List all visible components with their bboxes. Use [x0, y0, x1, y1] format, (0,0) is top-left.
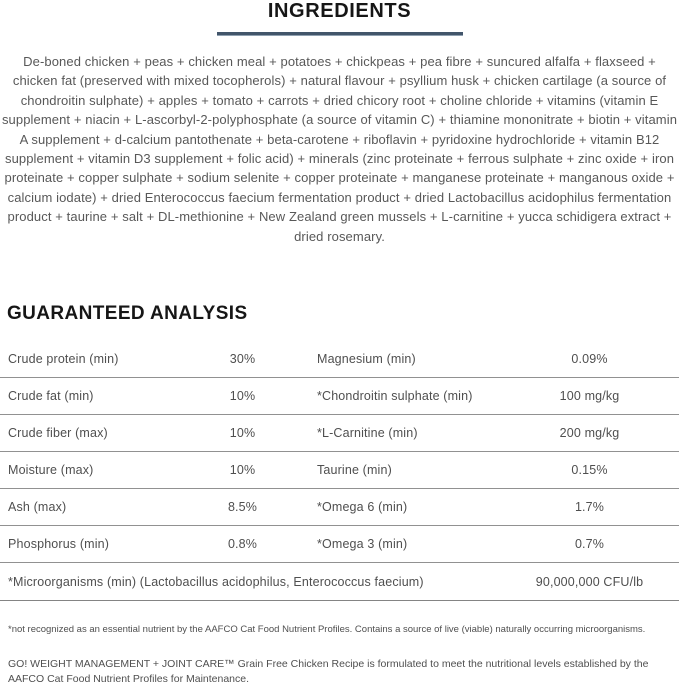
analysis-row-fiber-carnitine — [0, 415, 679, 452]
nutrient-value: 0.15% — [571, 463, 608, 477]
nutrient-label: Taurine (min) — [317, 463, 392, 477]
nutrient-value: 200 mg/kg — [559, 426, 620, 440]
nutrient-label: *Omega 3 (min) — [317, 537, 408, 551]
analysis-row-ash-omega6 — [0, 489, 679, 526]
analysis-row-fat-chondroitin — [0, 378, 679, 415]
nutrient-value: 90,000,000 CFU/lb — [535, 574, 644, 589]
nutrient-label: Crude fat (min) — [8, 389, 94, 403]
nutrient-label: *Chondroitin sulphate (min) — [317, 389, 473, 403]
footnote-aafco-recognition: *not recognized as an essential nutrient by the AAFCO Cat Food Nutrient Profiles. Contains a source of live (viable) naturally occurring microorganisms. — [8, 623, 646, 635]
nutrient-label: Ash (max) — [8, 500, 67, 514]
nutrient-value: 30% — [229, 352, 256, 366]
nutrient-value: 0.8% — [227, 537, 258, 551]
ingredients-paragraph: De-boned chicken + peas + chicken meal + potatoes + chickpeas + pea fibre + suncured alfalfa + flaxseed + chicken fat (preserved with mixed tocopherols) + natural flavour + psyllium husk + chicken cartilage (a source of chondroitin sulphate) + apples + tomato + carrots + dried chicory root + choline chloride + vitamins (vitamin E supplement + niacin + L-ascorbyl-2-polyphosphate (a source of vitamin C) + thiamine mononitrate + biotin + vitamin A supplement + d-calcium pantothenate + beta-carotene + riboflavin + pyridoxine hydrochloride + vitamin B12 supplement + vitamin D3 supplement + folic acid) + minerals (zinc proteinate + ferrous sulphate + zinc oxide + iron proteinate + copper sulphate + sodium selenite + copper proteinate + manganese proteinate + manganous oxide + calcium iodate) + dried Enterococcus faecium fermentation product + dried Lactobacillus acidophilus fermentation product + taurine + salt + DL-methionine + New Zealand green mussels + L-carnitine + yucca schidigera extract + dried rosemary. — [1, 54, 678, 244]
nutrient-value: 0.09% — [571, 352, 608, 366]
nutrient-label: *L-Carnitine (min) — [317, 426, 418, 440]
nutrient-label: Phosphorus (min) — [8, 537, 110, 551]
nutrient-value: 8.5% — [227, 500, 258, 514]
nutrient-value: 10% — [229, 426, 256, 440]
analysis-row-phosphorus-omega3 — [0, 526, 679, 563]
nutrient-label: *Omega 6 (min) — [317, 500, 408, 514]
nutrient-label: Crude protein (min) — [8, 352, 119, 366]
nutrient-label: Moisture (max) — [8, 463, 94, 477]
analysis-row-microorganisms — [0, 563, 679, 601]
analysis-table — [0, 341, 679, 601]
nutrient-value: 0.7% — [574, 537, 605, 551]
nutrient-label: Crude fiber (max) — [8, 426, 108, 440]
ingredients-title: INGREDIENTS — [267, 0, 412, 22]
nutrient-label: Magnesium (min) — [317, 352, 416, 366]
nutrient-value: 1.7% — [574, 500, 605, 514]
footnote-formulation-statement: GO! WEIGHT MANAGEMENT + JOINT CARE™ Grain Free Chicken Recipe is formulated to meet the nutritional levels established by the AAFCO Cat Food Nutrient Profiles for Maintenance. — [8, 657, 649, 685]
analysis-row-protein-magnesium — [0, 341, 679, 378]
analysis-row-moisture-taurine — [0, 452, 679, 489]
nutrient-label: *Microorganisms (min) (Lactobacillus acidophilus, Enterococcus faecium) — [8, 574, 424, 589]
nutrient-value: 10% — [229, 389, 256, 403]
nutrient-value: 10% — [229, 463, 256, 477]
title-underline — [217, 32, 463, 36]
guaranteed-analysis-title: GUARANTEED ANALYSIS — [7, 303, 248, 324]
nutrient-value: 100 mg/kg — [559, 389, 620, 403]
